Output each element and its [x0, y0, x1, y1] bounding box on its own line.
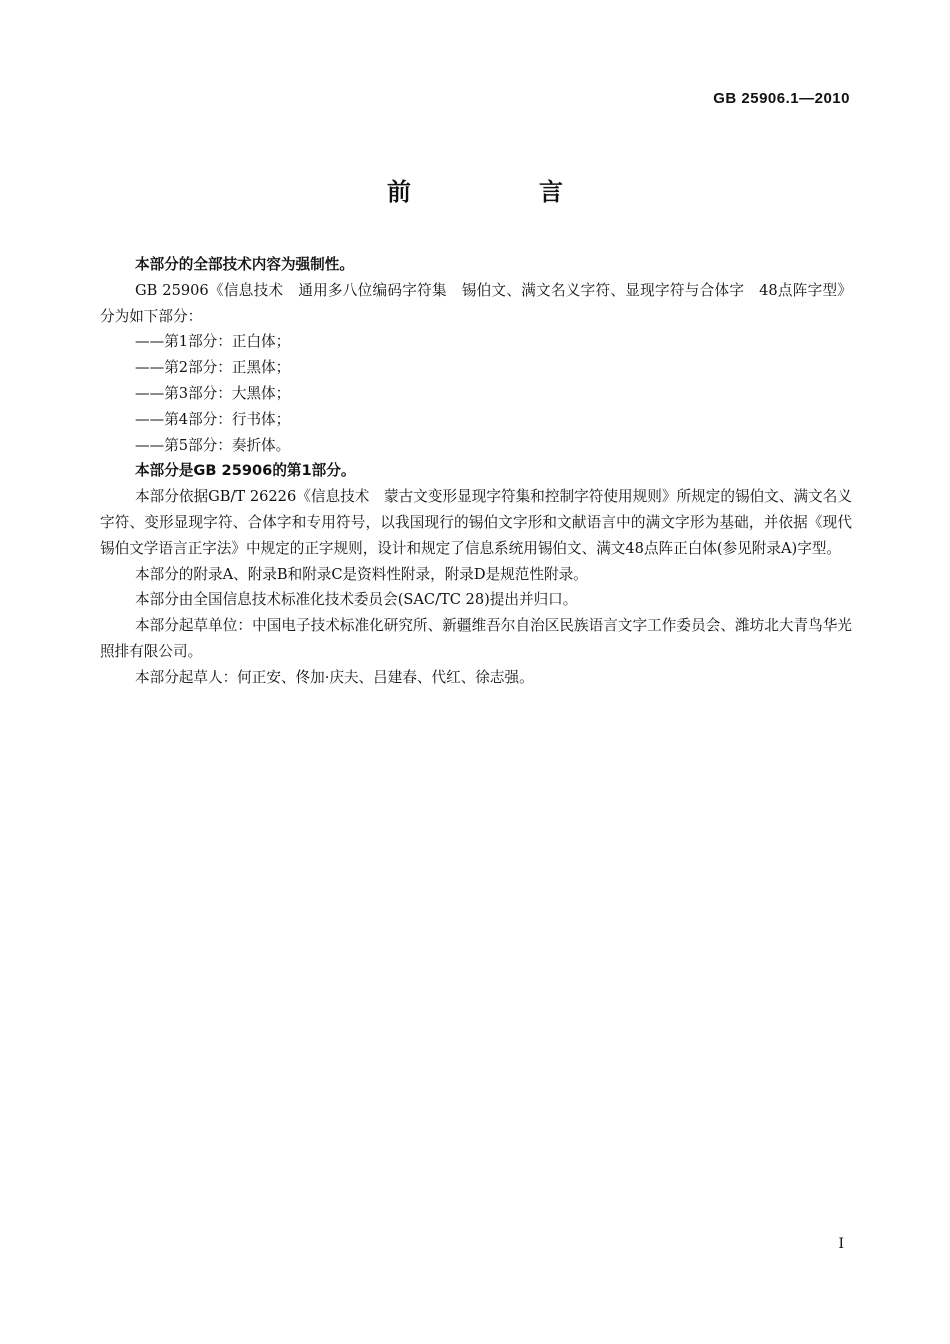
paragraph-basis: 本部分依据GB/T 26226《信息技术 蒙古文变形显现字符集和控制字符使用规则》所规定的锡伯文、满文名义字符、变形显现字符、合体字和专用符号，以我国现行的锡伯文字形和文献语言中的满文字形为基础，并依据《现代锡伯文学语言正字法》中规定的正字规则，设计和规定了信息系统用锡伯文、满文48点阵正白体(参见附录A)字型。: [100, 488, 852, 557]
foreword-body: [100, 252, 852, 691]
paragraph-annexes: 本部分的附录A、附录B和附录C是资料性附录，附录D是规范性附录。: [135, 565, 588, 583]
paragraph-proposer: 本部分由全国信息技术标准化技术委员会(SAC/TC 28)提出并归口。: [135, 591, 578, 609]
list-item-part-3: ——第3部分：大黑体；: [135, 384, 291, 402]
list-item-part-5: ——第5部分：奏折体。: [135, 436, 291, 454]
list-item-part-1: ——第1部分：正白体；: [135, 333, 291, 351]
paragraph-parts-intro: GB 25906《信息技术 通用多八位编码字符集 锡伯文、满文名义字符、显现字符与合体字 48点阵字型》分为如下部分：: [100, 281, 852, 325]
paragraph-drafting-units: 本部分起草单位：中国电子技术标准化研究所、新疆维吾尔自治区民族语言文字工作委员会、潍坊北大青鸟华光照排有限公司。: [100, 617, 852, 660]
paragraph-mandatory-statement: 本部分的全部技术内容为强制性。: [135, 256, 354, 273]
page-title: 前 言: [387, 178, 615, 206]
standard-number: GB 25906.1—2010: [713, 90, 850, 107]
paragraph-part-statement: 本部分是GB 25906的第1部分。: [135, 462, 356, 480]
list-item-part-4: ——第4部分：行书体；: [135, 410, 291, 428]
page-number: I: [838, 1236, 844, 1252]
paragraph-drafters: 本部分起草人：何正安、佟加·庆夫、吕建春、代红、徐志强。: [135, 668, 534, 686]
list-item-part-2: ——第2部分：正黑体；: [135, 359, 291, 377]
